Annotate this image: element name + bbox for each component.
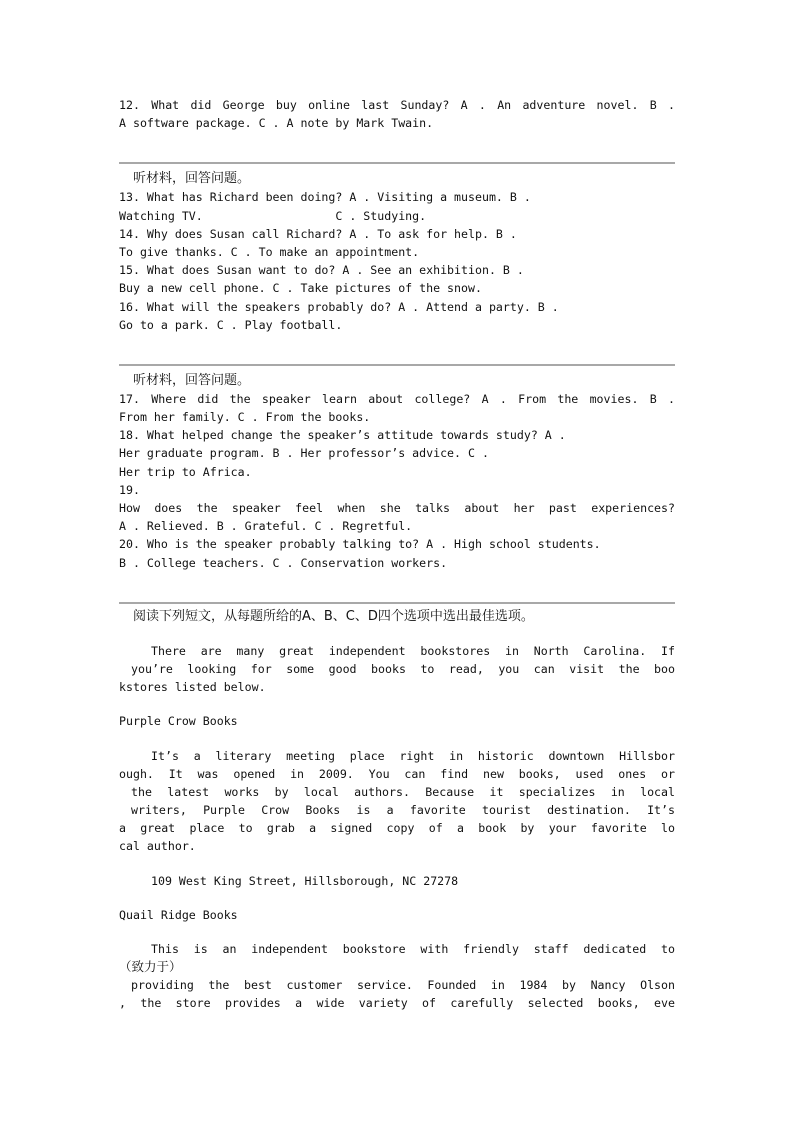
question-line: To give thanks. C . To make an appointment. [119, 244, 420, 259]
store-name: Quail Ridge Books [119, 907, 238, 922]
section-heading: 阅读下列短文，从每题所给的A、B、C、D四个选项中选出最佳选项。 [133, 608, 534, 624]
passage-line: ough. It was opened in 2009. You can find new books, used ones or [119, 766, 675, 781]
section-divider [119, 162, 675, 164]
question-line: Her trip to Africa. [119, 464, 252, 479]
passage-line: the latest works by local authors. Because it specializes in local [131, 784, 675, 799]
question-line: 12. What did George buy online last Sunday? A . An adventure novel. B . [119, 98, 675, 112]
question-12 [119, 96, 675, 132]
question-line: 17. Where did the speaker learn about college? A . From the movies. B . [119, 391, 675, 406]
document-page [119, 96, 675, 1013]
passage-line: cal author. [119, 839, 196, 854]
passage-line: It’s a literary meeting place right in historic downtown Hillsbor [151, 748, 675, 763]
question-line: Go to a park. C . Play football. [119, 317, 343, 332]
passage-line: , the store provides a wide variety of carefully selected books, eve [119, 996, 675, 1011]
section-divider [119, 602, 675, 604]
passage-line: writers, Purple Crow Books is a favorite tourist destination. It’s [131, 803, 675, 818]
question-line: B . College teachers. C . Conservation workers. [119, 555, 448, 570]
passage-line: （致力于） [119, 959, 182, 975]
passage-line: providing the best customer service. Founded in 1984 by Nancy Olson [131, 978, 675, 993]
passage-line: a great place to grab a signed copy of a book by your favorite lo [119, 821, 675, 836]
section-heading: 听材料，回答问题。 [133, 372, 251, 388]
question-line: 15. What does Susan want to do? A . See an exhibition. B . [119, 263, 524, 278]
section-heading: 听材料，回答问题。 [133, 171, 251, 187]
listening-section-2 [119, 372, 675, 572]
passage-line: This is an independent bookstore with friendly staff dedicated to [151, 942, 675, 956]
question-line: 18. What helped change the speaker’s attitude towards study? A . [119, 428, 566, 443]
question-line: How does the speaker feel when she talks about her past experiences? [119, 501, 675, 515]
question-line: 14. Why does Susan call Richard? A . To ask for help. B . [119, 226, 517, 241]
store-address: 109 West King Street, Hillsborough, NC 27278 [151, 873, 459, 888]
reading-section [119, 608, 675, 1013]
listening-section-1 [119, 170, 675, 334]
question-line: 16. What will the speakers probably do? A . Attend a party. B . [119, 299, 559, 314]
section-divider [119, 364, 675, 366]
question-line: A . Relieved. B . Grateful. C . Regretful. [119, 519, 413, 534]
passage-line: you’re looking for some good books to read, you can visit the boo [131, 661, 675, 676]
passage-line: There are many great independent bookstores in North Carolina. If [151, 643, 675, 658]
question-line: From her family. C . From the books. [119, 410, 371, 425]
store-name: Purple Crow Books [119, 714, 238, 729]
passage-line: kstores listed below. [119, 680, 266, 695]
question-line: 20. Who is the speaker probably talking to? A . High school students. [119, 537, 601, 552]
question-line: 13. What has Richard been doing? A . Visiting a museum. B . [119, 190, 531, 205]
question-line: Her graduate program. B . Her professor’s advice. C . [119, 446, 489, 461]
question-line: A software package. C . A note by Mark Twain. [119, 116, 434, 131]
question-line: 19. [119, 482, 140, 497]
question-line: Buy a new cell phone. C . Take pictures of the snow. [119, 281, 482, 296]
question-line: Watching TV. C . Studying. [119, 208, 427, 223]
